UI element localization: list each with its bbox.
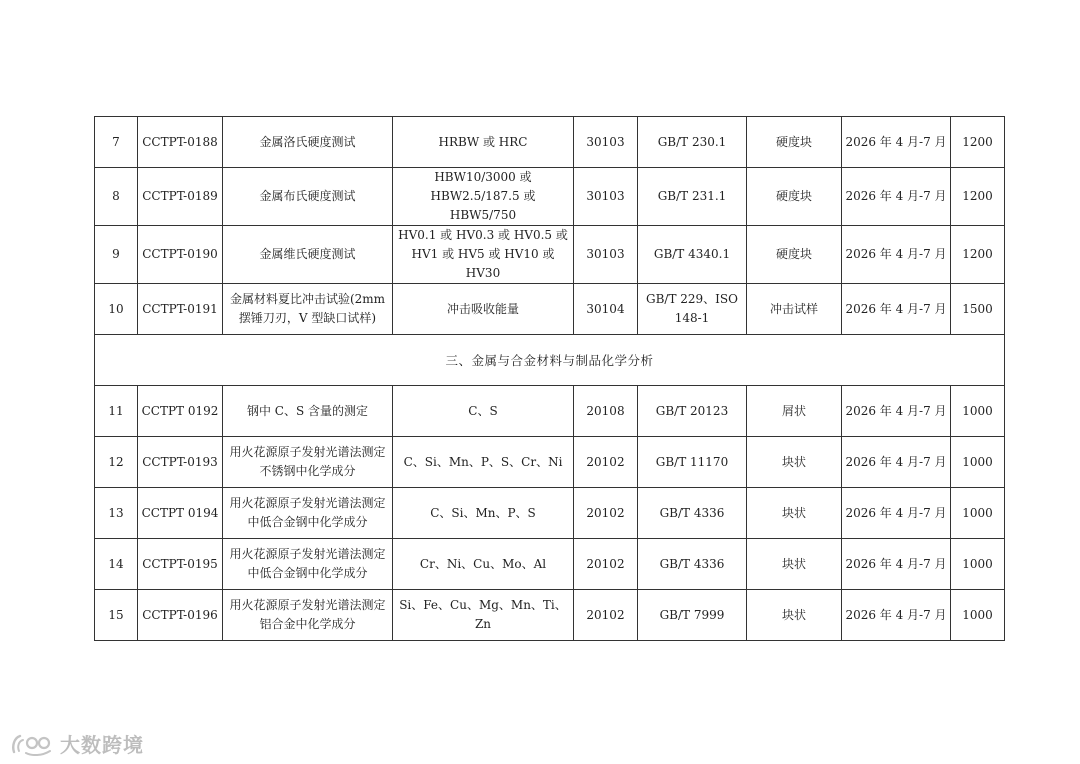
test-parameter-cell: C、Si、Mn、P、S — [393, 488, 574, 539]
sample-form-cell: 块状 — [747, 590, 842, 641]
sample-form-cell: 块状 — [747, 437, 842, 488]
schedule-cell: 2026 年 4 月-7 月 — [842, 226, 951, 284]
program-code-cell: CCTPT 0194 — [138, 488, 223, 539]
test-parameter-cell: HBW10/3000 或 HBW2.5/187.5 或 HBW5/750 — [393, 168, 574, 226]
table-row — [95, 437, 1005, 488]
schedule-cell: 2026 年 4 月-7 月 — [842, 488, 951, 539]
sample-form-cell: 硬度块 — [747, 168, 842, 226]
row-number-cell: 9 — [95, 226, 138, 284]
field-code-cell: 30103 — [574, 117, 638, 168]
table-row — [95, 386, 1005, 437]
program-code-cell: CCTPT 0192 — [138, 386, 223, 437]
test-standard-cell: GB/T 20123 — [638, 386, 747, 437]
field-code-cell: 20102 — [574, 590, 638, 641]
sample-form-cell: 硬度块 — [747, 117, 842, 168]
test-parameter-cell: C、S — [393, 386, 574, 437]
fee-cell: 1200 — [951, 226, 1005, 284]
program-code-cell: CCTPT-0195 — [138, 539, 223, 590]
schedule-cell: 2026 年 4 月-7 月 — [842, 590, 951, 641]
row-number-cell: 7 — [95, 117, 138, 168]
fee-cell: 1200 — [951, 168, 1005, 226]
fee-cell: 1000 — [951, 386, 1005, 437]
watermark-text: 大数跨境 — [60, 733, 144, 757]
test-standard-cell: GB/T 231.1 — [638, 168, 747, 226]
fee-cell: 1500 — [951, 284, 1005, 335]
row-number-cell: 12 — [95, 437, 138, 488]
field-code-cell: 20102 — [574, 488, 638, 539]
schedule-cell: 2026 年 4 月-7 月 — [842, 539, 951, 590]
table-body-top — [95, 117, 1005, 335]
test-parameter-cell: 冲击吸收能量 — [393, 284, 574, 335]
brand-logo-icon — [10, 732, 54, 756]
sample-form-cell: 硬度块 — [747, 226, 842, 284]
test-standard-cell: GB/T 4336 — [638, 539, 747, 590]
test-standard-cell: GB/T 230.1 — [638, 117, 747, 168]
row-number-cell: 11 — [95, 386, 138, 437]
table-row — [95, 539, 1005, 590]
schedule-cell: 2026 年 4 月-7 月 — [842, 284, 951, 335]
test-parameter-cell: HV0.1 或 HV0.3 或 HV0.5 或 HV1 或 HV5 或 HV10 或 HV30 — [393, 226, 574, 284]
row-number-cell: 13 — [95, 488, 138, 539]
schedule-cell: 2026 年 4 月-7 月 — [842, 117, 951, 168]
test-parameter-cell: C、Si、Mn、P、S、Cr、Ni — [393, 437, 574, 488]
field-code-cell: 30103 — [574, 226, 638, 284]
test-item-cell: 用火花源原子发射光谱法测定不锈钢中化学成分 — [223, 437, 393, 488]
test-item-cell: 用火花源原子发射光谱法测定中低合金钢中化学成分 — [223, 539, 393, 590]
test-parameter-cell: Cr、Ni、Cu、Mo、Al — [393, 539, 574, 590]
test-standard-cell: GB/T 4340.1 — [638, 226, 747, 284]
test-standard-cell: GB/T 7999 — [638, 590, 747, 641]
field-code-cell: 20108 — [574, 386, 638, 437]
test-item-cell: 钢中 C、S 含量的测定 — [223, 386, 393, 437]
test-item-cell: 金属维氏硬度测试 — [223, 226, 393, 284]
test-item-cell: 金属材料夏比冲击试验(2mm 摆锤刀刃，V 型缺口试样) — [223, 284, 393, 335]
table-row — [95, 117, 1005, 168]
sample-form-cell: 屑状 — [747, 386, 842, 437]
test-item-cell: 用火花源原子发射光谱法测定中低合金钢中化学成分 — [223, 488, 393, 539]
test-parameter-cell: HRBW 或 HRC — [393, 117, 574, 168]
program-code-cell: CCTPT-0193 — [138, 437, 223, 488]
field-code-cell: 30103 — [574, 168, 638, 226]
section-title: 三、金属与合金材料与制品化学分析 — [95, 335, 1005, 386]
program-code-cell: CCTPT-0190 — [138, 226, 223, 284]
row-number-cell: 10 — [95, 284, 138, 335]
test-parameter-cell: Si、Fe、Cu、Mg、Mn、Ti、Zn — [393, 590, 574, 641]
field-code-cell: 20102 — [574, 539, 638, 590]
test-standard-cell: GB/T 4336 — [638, 488, 747, 539]
program-code-cell: CCTPT-0188 — [138, 117, 223, 168]
table-row — [95, 488, 1005, 539]
sample-form-cell: 块状 — [747, 539, 842, 590]
row-number-cell: 15 — [95, 590, 138, 641]
test-item-cell: 用火花源原子发射光谱法测定铝合金中化学成分 — [223, 590, 393, 641]
fee-cell: 1000 — [951, 488, 1005, 539]
fee-cell: 1000 — [951, 539, 1005, 590]
row-number-cell: 14 — [95, 539, 138, 590]
test-item-cell: 金属洛氏硬度测试 — [223, 117, 393, 168]
test-standard-cell: GB/T 229、ISO 148-1 — [638, 284, 747, 335]
schedule-cell: 2026 年 4 月-7 月 — [842, 168, 951, 226]
table-row — [95, 226, 1005, 284]
fee-cell: 1000 — [951, 590, 1005, 641]
table-body-bottom — [95, 386, 1005, 641]
table-row — [95, 168, 1005, 226]
program-code-cell: CCTPT-0189 — [138, 168, 223, 226]
watermark — [10, 729, 144, 758]
program-code-cell: CCTPT-0191 — [138, 284, 223, 335]
sample-form-cell: 冲击试样 — [747, 284, 842, 335]
schedule-cell: 2026 年 4 月-7 月 — [842, 386, 951, 437]
program-code-cell: CCTPT-0196 — [138, 590, 223, 641]
schedule-cell: 2026 年 4 月-7 月 — [842, 437, 951, 488]
field-code-cell: 20102 — [574, 437, 638, 488]
section-row — [95, 335, 1005, 386]
sample-form-cell: 块状 — [747, 488, 842, 539]
fee-cell: 1000 — [951, 437, 1005, 488]
table-row — [95, 590, 1005, 641]
row-number-cell: 8 — [95, 168, 138, 226]
program-table — [94, 116, 1005, 641]
table-row — [95, 284, 1005, 335]
test-standard-cell: GB/T 11170 — [638, 437, 747, 488]
test-item-cell: 金属布氏硬度测试 — [223, 168, 393, 226]
field-code-cell: 30104 — [574, 284, 638, 335]
fee-cell: 1200 — [951, 117, 1005, 168]
